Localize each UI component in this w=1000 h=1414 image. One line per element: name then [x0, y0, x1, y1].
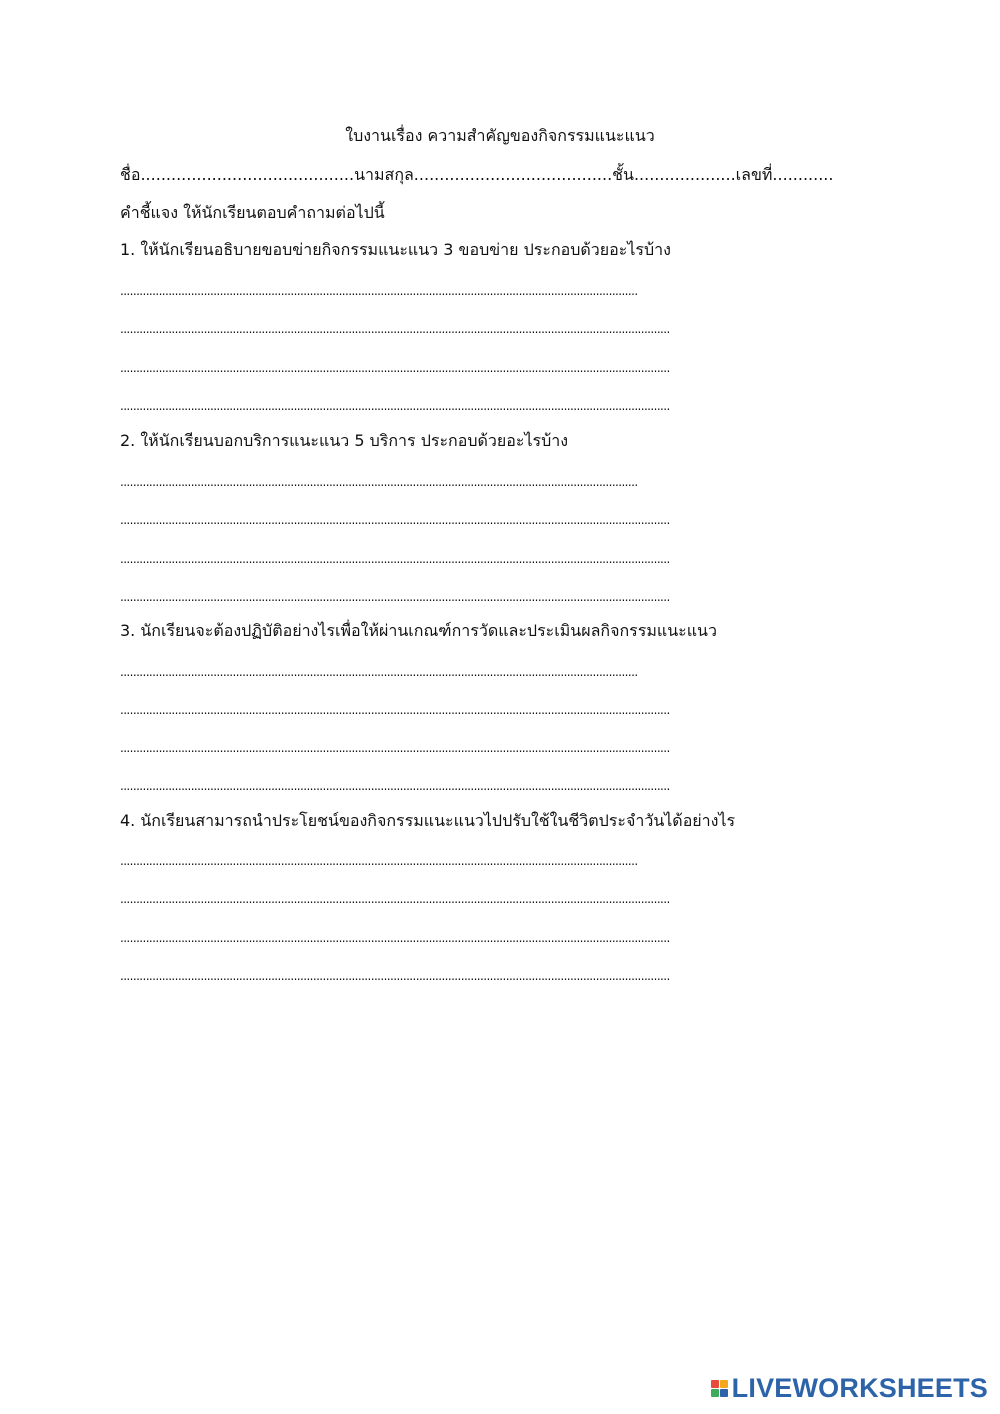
question-2: 2. ให้นักเรียนบอกบริการแนะแนว 5 บริการ ประกอบด้วยอะไรบ้าง	[120, 431, 569, 450]
answer-line-4-3[interactable]: ...........................................................................................................................................................................	[120, 931, 670, 945]
question-3: 3. นักเรียนจะต้องปฏิบัติอย่างไรเพื่อให้ผ่านเกณฑ์การวัดและประเมินผลกิจกรรมแนะแนว	[120, 621, 717, 640]
answer-line-2-4[interactable]: ...........................................................................................................................................................................	[120, 590, 670, 604]
answer-line-2-2[interactable]: ...........................................................................................................................................................................	[120, 513, 670, 527]
question-1: 1. ให้นักเรียนอธิบายขอบข่ายกิจกรรมแนะแนว 3 ขอบข่าย ประกอบด้วยอะไรบ้าง	[120, 240, 671, 259]
student-info-line: ชื่อ..........................................นามสกุล.......................................ชั้น....................เลขที่............	[120, 165, 834, 184]
answer-line-3-3[interactable]: ...........................................................................................................................................................................	[120, 741, 670, 755]
answer-line-1-3[interactable]: ...........................................................................................................................................................................	[120, 361, 670, 375]
answer-line-3-1[interactable]: .................................................................................................................................................................	[120, 665, 638, 679]
liveworksheets-logo[interactable]	[711, 1373, 988, 1404]
instruction-text: คำชี้แจง ให้นักเรียนตอบคำถามต่อไปนี้	[120, 203, 385, 222]
answer-line-1-2[interactable]: ...........................................................................................................................................................................	[120, 322, 670, 336]
answer-line-3-4[interactable]: ...........................................................................................................................................................................	[120, 779, 670, 793]
liveworksheets-logo-icon	[711, 1380, 728, 1397]
logo-square-yellow	[720, 1380, 728, 1388]
answer-line-4-1[interactable]: .................................................................................................................................................................	[120, 854, 638, 868]
answer-line-3-2[interactable]: ...........................................................................................................................................................................	[120, 703, 670, 717]
answer-line-4-2[interactable]: ...........................................................................................................................................................................	[120, 892, 670, 906]
answer-line-2-1[interactable]: .................................................................................................................................................................	[120, 475, 638, 489]
logo-square-blue	[720, 1389, 728, 1397]
logo-text: LIVEWORKSHEETS	[731, 1373, 988, 1403]
logo-square-green	[711, 1389, 719, 1397]
answer-line-2-3[interactable]: ...........................................................................................................................................................................	[120, 552, 670, 566]
answer-line-4-4[interactable]: ...........................................................................................................................................................................	[120, 969, 670, 983]
worksheet-title: ใบงานเรื่อง ความสำคัญของกิจกรรมแนะแนว	[345, 126, 655, 145]
answer-line-1-1[interactable]: .................................................................................................................................................................	[120, 284, 638, 298]
question-4: 4. นักเรียนสามารถนำประโยชน์ของกิจกรรมแนะแนวไปปรับใช้ในชีวิตประจำวันได้อย่างไร	[120, 811, 736, 830]
logo-square-red	[711, 1380, 719, 1388]
answer-line-1-4[interactable]: ...........................................................................................................................................................................	[120, 399, 670, 413]
